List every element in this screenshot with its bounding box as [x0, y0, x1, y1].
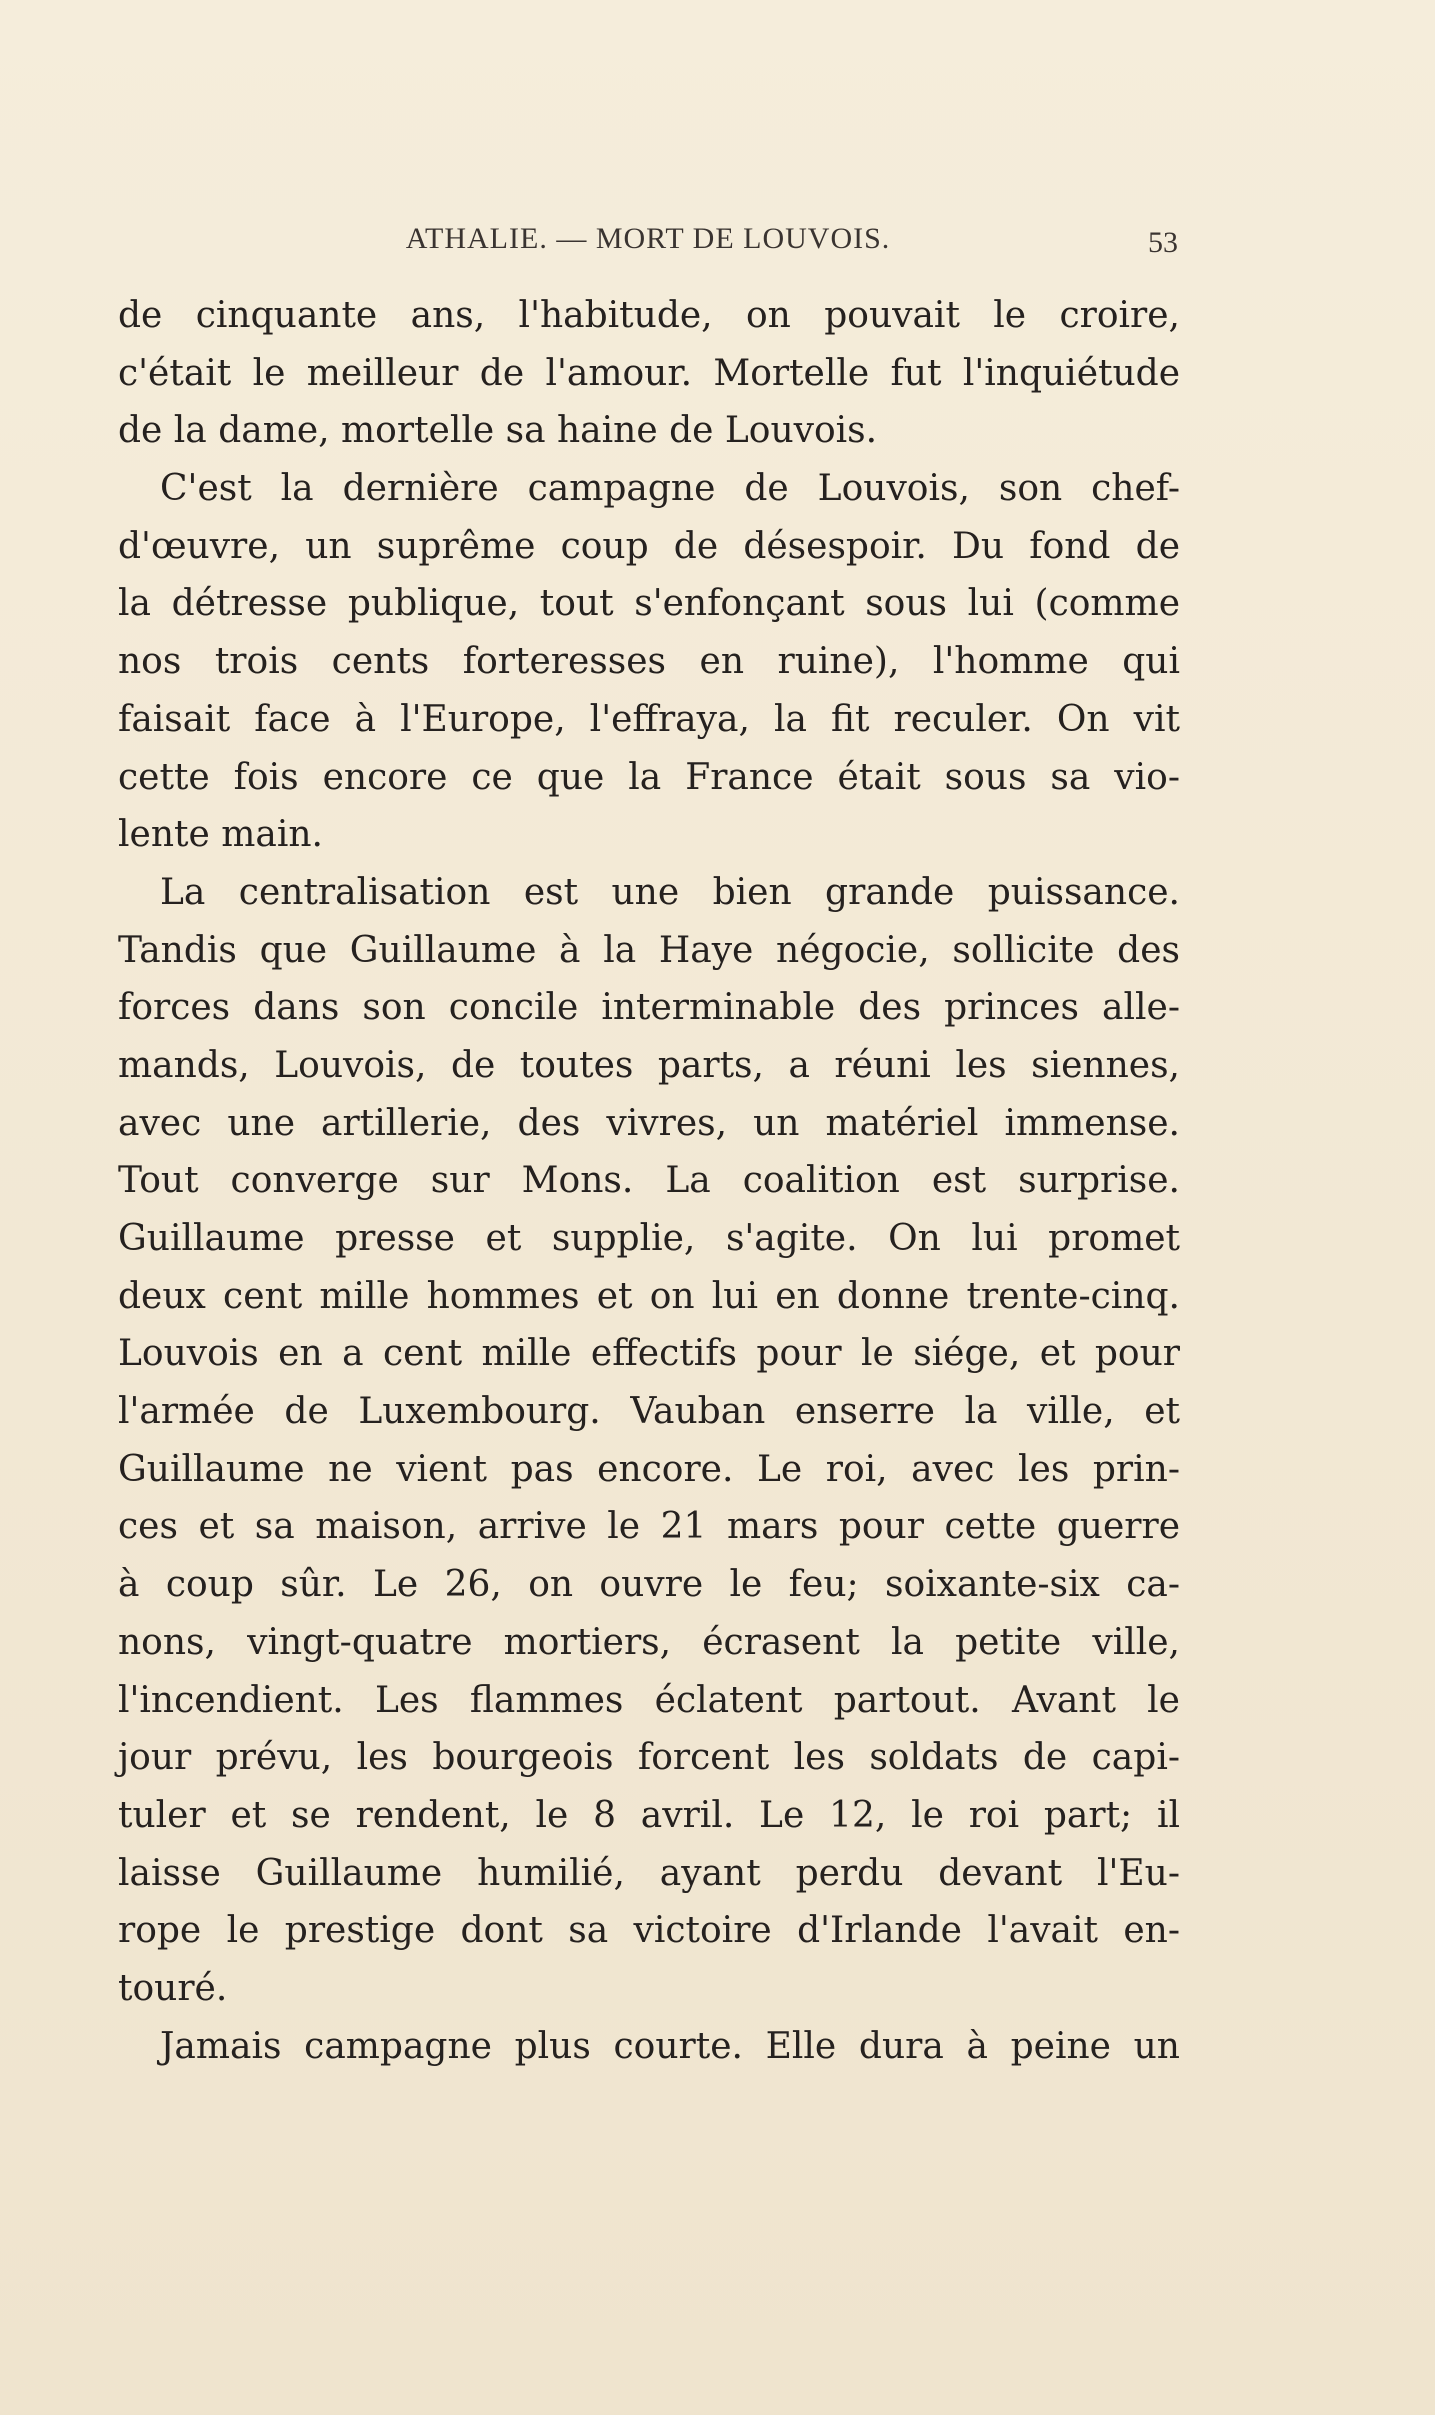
text-line: forces dans son concile interminable des princes alle-: [118, 987, 1180, 1029]
text-line: Tout converge sur Mons. La coalition est surprise.: [118, 1160, 1180, 1202]
paragraph-start-line: C'est la dernière campagne de Louvois, son chef-: [160, 468, 1180, 510]
text-line: ces et sa maison, arrive le 21 mars pour cette guerre: [118, 1506, 1180, 1548]
text-line: cette fois encore ce que la France était sous sa vio-: [118, 756, 1180, 798]
text-line: d'œuvre, un suprême coup de désespoir. Du fond de: [118, 525, 1180, 567]
text-line: mands, Louvois, de toutes parts, a réuni les siennes,: [118, 1044, 1180, 1086]
text-line: Guillaume presse et supplie, s'agite. On lui promet: [118, 1218, 1180, 1259]
text-line: Tandis que Guillaume à la Haye négocie, sollicite des: [118, 929, 1180, 971]
text-line: laisse Guillaume humilié, ayant perdu devant l'Eu-: [118, 1852, 1180, 1894]
running-title: ATHALIE. — MORT DE LOUVOIS.: [405, 222, 891, 255]
text-line: c'était le meilleur de l'amour. Mortelle fut l'inquiétude: [118, 352, 1180, 394]
text-line: nos trois cents forteresses en ruine), l'homme qui: [118, 641, 1180, 683]
text-line: touré.: [118, 1967, 228, 2009]
text-line: nons, vingt-quatre mortiers, écrasent la petite ville,: [118, 1621, 1180, 1663]
text-line: tuler et se rendent, le 8 avril. Le 12, le roi part; il: [118, 1794, 1180, 1836]
text-line: l'armée de Luxembourg. Vauban enserre la ville, et: [118, 1391, 1180, 1433]
text-line: la détresse publique, tout s'enfonçant sous lui (comme: [118, 583, 1180, 625]
text-line: de la dame, mortelle sa haine de Louvois.: [118, 410, 878, 452]
page-number: 53: [1148, 226, 1178, 259]
text-line: Louvois en a cent mille effectifs pour le siége, et pour: [118, 1333, 1180, 1375]
text-line: à coup sûr. Le 26, on ouvre le feu; soixante-six ca-: [118, 1564, 1180, 1606]
text-line: jour prévu, les bourgeois forcent les soldats de capi-: [118, 1737, 1180, 1779]
paragraph-start-line: Jamais campagne plus courte. Elle dura à peine un: [160, 2025, 1180, 2067]
running-head: [118, 222, 1178, 262]
paragraph-start-line: La centralisation est une bien grande puissance.: [160, 871, 1180, 913]
text-line: de cinquante ans, l'habitude, on pouvait le croire,: [118, 295, 1180, 336]
text-line: faisait face à l'Europe, l'effraya, la fit reculer. On vit: [118, 698, 1180, 740]
text-line: rope le prestige dont sa victoire d'Irlande l'avait en-: [118, 1910, 1180, 1952]
text-line: avec une artillerie, des vivres, un matériel immense.: [118, 1102, 1180, 1144]
text-line: lente main.: [118, 814, 323, 856]
text-line: l'incendient. Les flammes éclatent partout. Avant le: [118, 1679, 1180, 1721]
text-line: Guillaume ne vient pas encore. Le roi, avec les prin-: [118, 1448, 1180, 1490]
body-text: [118, 287, 1180, 2075]
text-line: deux cent mille hommes et on lui en donne trente-cinq.: [118, 1275, 1180, 1317]
